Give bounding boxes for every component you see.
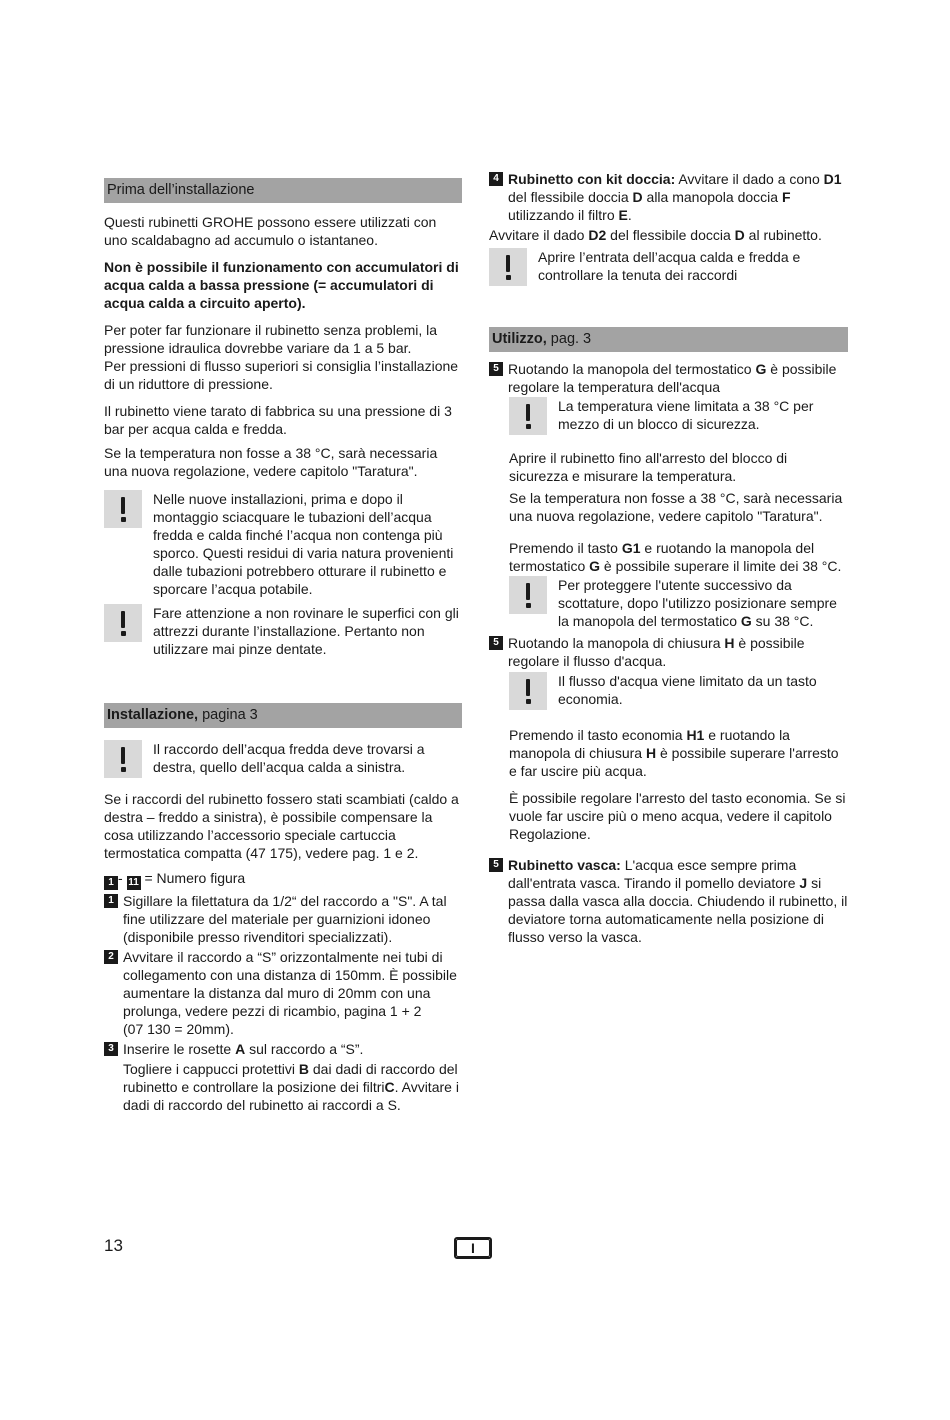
step-number-badge: 5 (489, 858, 503, 872)
paragraph: Se i raccordi del rubinetto fossero stati scambiati (caldo a destra – freddo a sinistra), è possibile compensare la cosa utilizzando l’accessorio speciale cartuccia termostatica compatta (47 175), vedere pag. 1 e 2. (104, 791, 459, 861)
paragraph (509, 726, 848, 780)
text-run: utilizzando il filtro (508, 207, 619, 223)
section-header-usage (489, 327, 848, 352)
step-text (508, 170, 848, 224)
text-run: è possibile superare l'arresto e far uscire più acqua. (509, 745, 839, 779)
right-column (489, 170, 848, 946)
paragraph (489, 226, 848, 244)
part-label: H1 (686, 727, 705, 743)
step-number-badge: 2 (104, 950, 118, 964)
text-run: Per proteggere l'utente successivo da scottature, dopo l'utilizzo posizionare sempre la manopola del termostatico (558, 577, 837, 629)
step-number-badge: 4 (489, 172, 503, 186)
step-text: Avvitare il raccordo a “S” orizzontalmente nei tubi di collegamento con una distanza di 150mm. È possibile aumentare la distanza dal muro di 20mm con una prolunga, vedere pezzi di ricambio, pagina 1 + 2 (123, 949, 457, 1019)
step-5-temperature (489, 360, 848, 396)
text-run: si passa dalla vasca alla doccia. Chiudendo il rubinetto, il deviatore torna automaticamente nella posizione di flusso verso la vasca. (508, 875, 848, 945)
step-5-flow (489, 634, 848, 670)
step-2 (104, 948, 462, 1038)
language-code: I (456, 1239, 490, 1257)
warning-icon (104, 604, 142, 642)
warning-icon (509, 672, 547, 710)
step-4 (489, 170, 848, 224)
paragraph (509, 539, 848, 575)
part-label: D1 (823, 171, 842, 187)
warning-note (489, 248, 848, 286)
text-run: sul raccordo a “S”. (245, 1041, 364, 1057)
part-label: B (298, 1061, 309, 1077)
paragraph-bold: Non è possibile il funzionamento con accumulatori di acqua calda a bassa pressione (= accumulatori di acqua calda a circuito aperto). (104, 259, 459, 311)
section-title-bold: Utilizzo, (492, 331, 547, 347)
section-title-rest: pagina 3 (198, 707, 258, 723)
text-run: Premendo il tasto economia (509, 727, 687, 743)
part-label: G1 (621, 540, 641, 556)
warning-note (104, 740, 462, 778)
text-run: è possibile regolare la temperatura dell'acqua (508, 361, 837, 395)
section-header-before-installation (104, 178, 462, 203)
part-label: H (724, 635, 735, 651)
text-run: Avvitare il dado (489, 227, 589, 243)
step-text (123, 1040, 462, 1058)
warning-note (104, 604, 462, 658)
step-text (508, 634, 848, 670)
warning-icon (509, 397, 547, 435)
part-label: H (645, 745, 657, 761)
legend-dash: - (118, 870, 123, 886)
step-5-bath (489, 856, 848, 946)
paragraph: Se la temperatura non fosse a 38 °C, sarà necessaria una nuova regolazione, vedere capitolo "Taratura". (104, 445, 438, 479)
warning-icon (509, 576, 547, 614)
legend-text: = Numero figura (140, 870, 246, 886)
warning-text: La temperatura viene limitata a 38 °C per mezzo di un blocco di sicurezza. (558, 398, 814, 432)
part-label: G (755, 361, 767, 377)
warning-icon (489, 248, 527, 286)
part-label: D2 (588, 227, 607, 243)
warning-icon (104, 490, 142, 528)
text-run: del flessibile doccia (508, 189, 633, 205)
step-3 (104, 1040, 462, 1114)
warning-text: Nelle nuove installazioni, prima e dopo il montaggio sciacquare le tubazioni dell’acqua fredda e calda finché l’acqua non contenga più sporco. Questi residui di varia natura provenienti dalle tubazioni potrebbero otturare il rubinetto e sporcare l’acqua potabile. (153, 491, 454, 597)
paragraph: Se la temperatura non fosse a 38 °C, sarà necessaria una nuova regolazione, vedere capitolo "Taratura". (509, 490, 843, 524)
paragraph: Per poter far funzionare il rubinetto senza problemi, la pressione idraulica dovrebbe variare da 1 a 5 bar. (104, 322, 438, 356)
warning-note (509, 397, 848, 435)
paragraph: Questi rubinetti GROHE possono essere utilizzati con uno scaldabagno ad accumulo o istantaneo. (104, 214, 437, 248)
part-label: A (235, 1041, 246, 1057)
text-run: al rubinetto. (744, 227, 822, 243)
section-title-bold: Installazione, (107, 707, 199, 723)
text-run: è possibile regolare il flusso d'acqua. (508, 635, 805, 669)
text-run: Avvitare il dado a cono (675, 171, 824, 187)
warning-text: Fare attenzione a non rovinare le superfici con gli attrezzi durante l’installazione. Pertanto non utilizzare mai pinze dentate. (153, 605, 459, 657)
language-badge (454, 1237, 492, 1259)
warning-text: Aprire l’entrata dell’acqua calda e fredda e controllare la tenuta dei raccordi (538, 249, 801, 283)
page-number: 13 (104, 1236, 123, 1255)
step-1 (104, 892, 462, 946)
text-run: su 38 °C. (751, 613, 814, 629)
step-number-badge: 5 (489, 636, 503, 650)
figure-legend (104, 869, 462, 890)
step-number-badge: 1 (104, 894, 118, 908)
step-text: (07 130 = 20mm). (123, 1021, 234, 1037)
figure-number-badge: 11 (128, 877, 139, 888)
part-label: F (781, 189, 791, 205)
step-number-badge: 3 (104, 1042, 118, 1056)
part-label: J (799, 875, 808, 891)
section-title-rest: pag. 3 (546, 331, 592, 347)
text-run: e ruotando la manopola del termostatico (509, 540, 815, 574)
text-run: . (627, 207, 632, 223)
step-title: Rubinetto con kit doccia: (508, 171, 676, 187)
part-label: E (618, 207, 628, 223)
figure-number-badge: 1 (104, 876, 118, 890)
text-run: e ruotando la manopola di chiusura (509, 727, 790, 761)
paragraph: È possibile regolare l'arresto del tasto economia. Se si vuole far uscire più o meno acqua, vedere il capitolo Regolazione. (509, 790, 846, 842)
step-text: Sigillare la filettatura da 1/2“ del raccordo a "S". A tal fine utilizzare del materiale per guarnizioni idoneo (disponibile presso rivenditori specializzati). (123, 893, 447, 945)
text-run: L'acqua esce sempre prima dall'entrata vasca. Tirando il pomello deviatore (508, 857, 800, 891)
warning-note (509, 576, 848, 630)
text-run: . Avvitare i dadi di raccordo del rubinetto ai raccordi a S. (123, 1079, 459, 1113)
left-column (104, 170, 462, 1114)
step-text (508, 360, 848, 396)
warning-note (509, 672, 848, 710)
text-run: alla manopola doccia (642, 189, 782, 205)
text-run: Ruotando la manopola di chiusura (508, 635, 725, 651)
paragraph: Per pressioni di flusso superiori si consiglia l’installazione di un riduttore di pressione. (104, 358, 459, 392)
text-run: del flessibile doccia (606, 227, 735, 243)
part-label: G (740, 613, 752, 629)
part-label: D (632, 189, 643, 205)
warning-icon (104, 740, 142, 778)
text-run: Togliere i cappucci protettivi (123, 1061, 299, 1077)
text-run: Premendo il tasto (509, 540, 622, 556)
step-title: Rubinetto vasca: (508, 857, 621, 873)
part-label: D (734, 227, 745, 243)
text-run: Inserire le rosette (123, 1041, 236, 1057)
warning-text: Il flusso d'acqua viene limitato da un tasto economia. (558, 673, 817, 707)
part-label: G (589, 558, 601, 574)
part-label: C (384, 1079, 395, 1095)
warning-note (104, 490, 462, 598)
text-run: è possibile superare il limite dei 38 °C. (600, 558, 842, 574)
text-run: dai dadi di raccordo del rubinetto e controllare la posizione dei filtri (123, 1061, 458, 1095)
section-title: Prima dell’installazione (107, 182, 255, 198)
step-text (123, 1060, 462, 1114)
paragraph: Aprire il rubinetto fino all'arresto del blocco di sicurezza e misurare la temperatura. (509, 450, 788, 484)
step-number-badge: 5 (489, 362, 503, 376)
text-run: Ruotando la manopola del termostatico (508, 361, 756, 377)
step-text (508, 856, 848, 946)
paragraph: Il rubinetto viene tarato di fabbrica su una pressione di 3 bar per acqua calda e fredda. (104, 403, 452, 437)
warning-text: Il raccordo dell’acqua fredda deve trovarsi a destra, quello dell’acqua calda a sinistra. (153, 741, 425, 775)
warning-text (558, 576, 848, 630)
section-header-installation (104, 703, 462, 728)
